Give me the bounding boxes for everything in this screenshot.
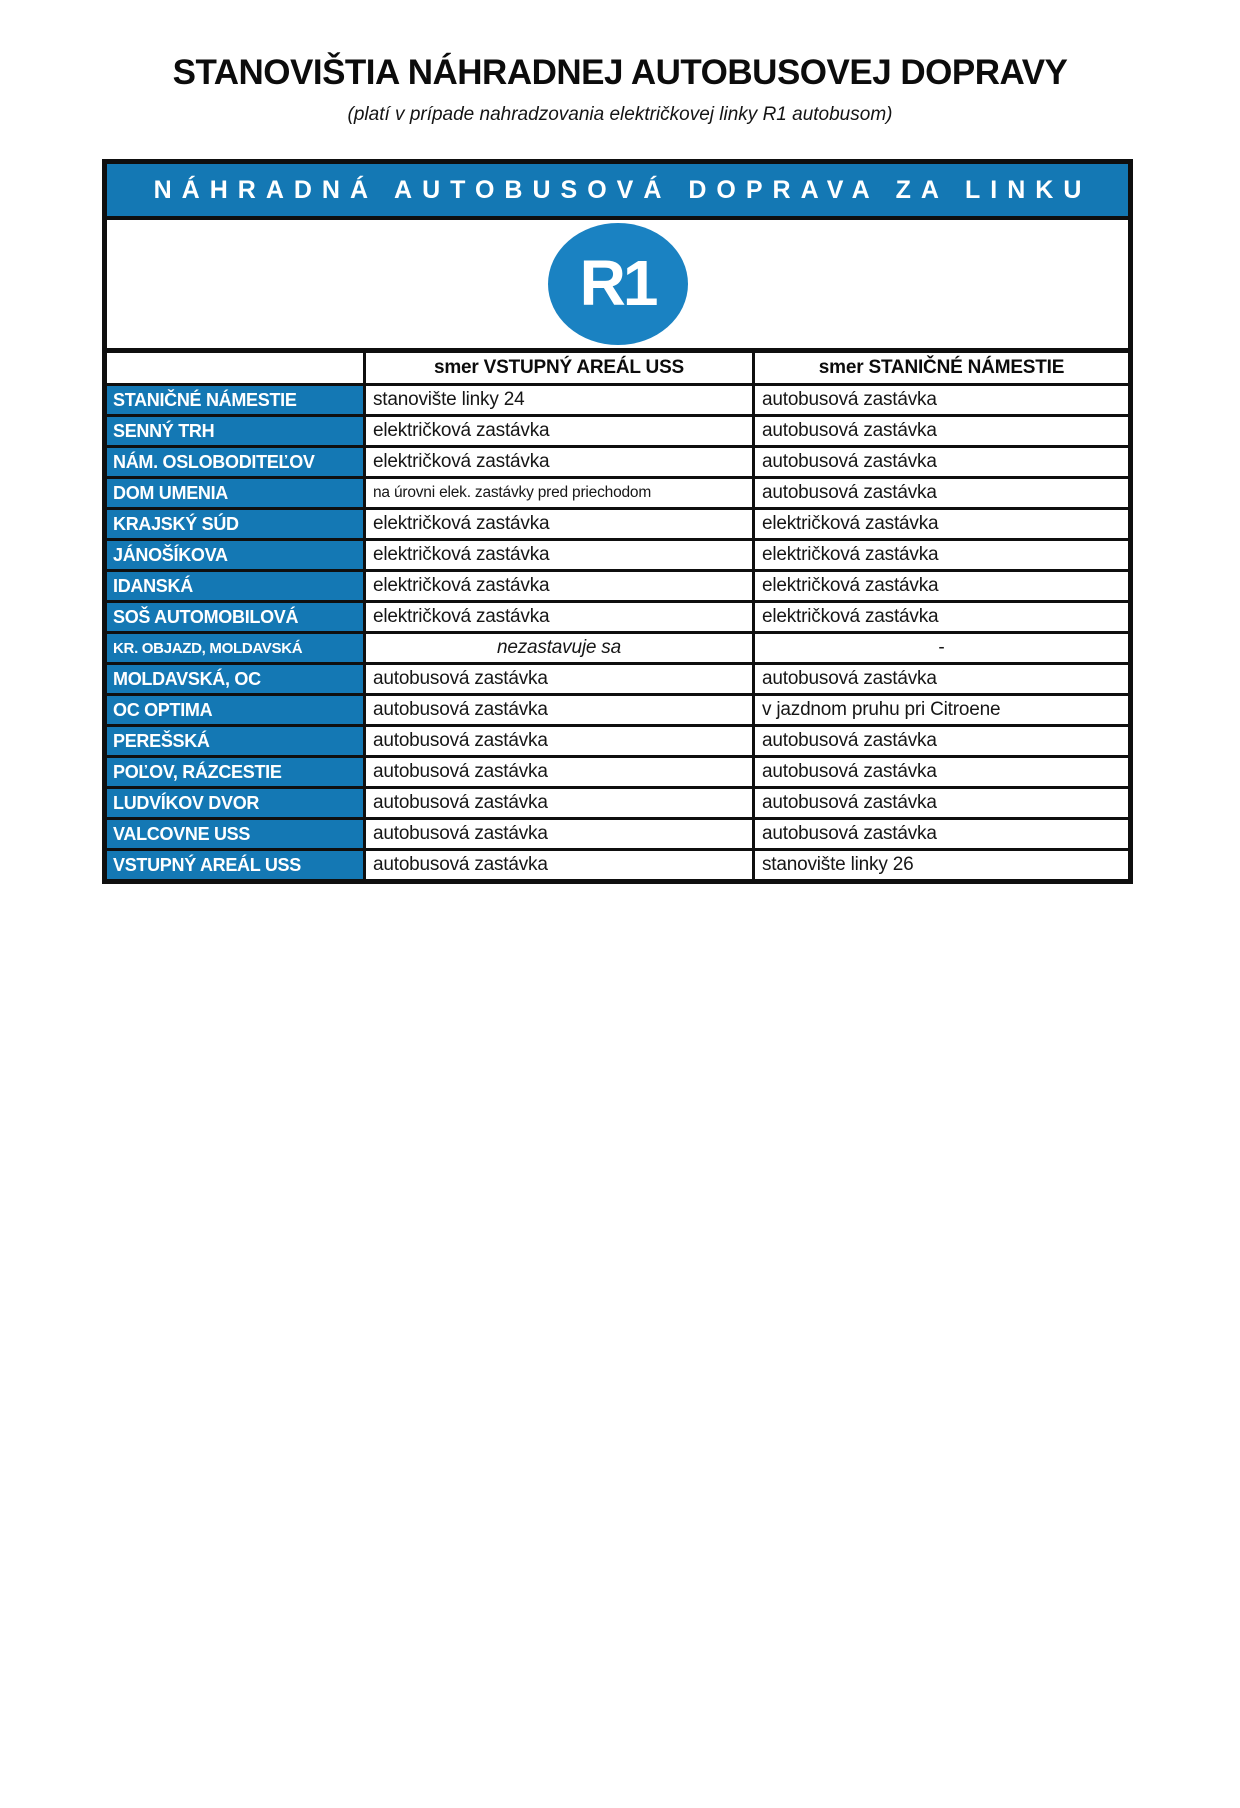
direction1-value-cell: električková zastávka [363,448,752,476]
direction2-value-cell: autobusová zastávka [752,820,1128,848]
direction1-value-cell: autobusová zastávka [363,758,752,786]
line-r1-badge-icon [548,223,688,345]
direction-header: smer VSTUPNÝ AREÁL USS [363,353,752,383]
direction1-value-cell: električková zastávka [363,541,752,569]
stop-name-cell: KRAJSKÝ SÚD [107,510,363,538]
line-r1-badge-label: R1 [579,247,656,320]
direction2-value-cell: - [752,634,1128,662]
stop-name-cell: MOLDAVSKÁ, OC [107,665,363,693]
table-row [107,572,1128,603]
banner-bar [107,164,1128,220]
table-row [107,758,1128,789]
stops-table-body [107,386,1128,879]
direction2-value-cell: autobusová zastávka [752,727,1128,755]
table-row [107,448,1128,479]
direction2-value-cell: autobusová zastávka [752,665,1128,693]
direction2-value-cell: v jazdnom pruhu pri Citroene [752,696,1128,724]
direction1-value-cell: električková zastávka [363,510,752,538]
stop-name-cell: IDANSKÁ [107,572,363,600]
page-subtitle: (platí v prípade nahradzovania električkovej linky R1 autobusom) [347,103,893,125]
table-row [107,510,1128,541]
table-row [107,789,1128,820]
direction2-value-cell: električková zastávka [752,603,1128,631]
direction2-value-cell: stanovište linky 26 [752,851,1128,879]
direction1-value-cell: autobusová zastávka [363,696,752,724]
table-row [107,727,1128,758]
table-row [107,820,1128,851]
banner-label: NÁHRADNÁ AUTOBUSOVÁ DOPRAVA ZA LINKU [153,175,1092,204]
table-row [107,603,1128,634]
document-page [0,54,1240,884]
stop-name-cell: VSTUPNÝ AREÁL USS [107,851,363,879]
stop-name-cell: LUDVÍKOV DVOR [107,789,363,817]
stop-name-cell: JÁNOŠÍKOVA [107,541,363,569]
stop-name-cell: SOŠ AUTOMOBILOVÁ [107,603,363,631]
direction1-value-cell: autobusová zastávka [363,789,752,817]
direction1-value-cell: na úrovni elek. zastávky pred priechodom [363,479,752,507]
stop-name-cell: DOM UMENIA [107,479,363,507]
stop-name-cell: KR. OBJAZD, MOLDAVSKÁ [107,634,363,662]
line-logo-area [107,220,1128,353]
direction2-value-cell: autobusová zastávka [752,417,1128,445]
table-row [107,479,1128,510]
direction1-value-cell: autobusová zastávka [363,727,752,755]
stop-name-cell: VALCOVNE USS [107,820,363,848]
direction1-value-cell: autobusová zastávka [363,820,752,848]
table-header-row [107,353,1128,386]
direction1-value-cell: stanovište linky 24 [363,386,752,414]
direction1-value-cell: autobusová zastávka [363,851,752,879]
direction2-value-cell: električková zastávka [752,541,1128,569]
direction1-value-cell: autobusová zastávka [363,665,752,693]
table-row [107,851,1128,879]
direction2-value-cell: električková zastávka [752,510,1128,538]
table-row [107,665,1128,696]
direction2-value-cell: autobusová zastávka [752,479,1128,507]
stops-table [107,353,1128,879]
stop-name-cell: STANIČNÉ NÁMESTIE [107,386,363,414]
stop-name-cell: PEREŠSKÁ [107,727,363,755]
direction1-value-cell: električková zastávka [363,417,752,445]
table-row [107,634,1128,665]
direction2-value-cell: autobusová zastávka [752,758,1128,786]
table-row [107,696,1128,727]
table-row [107,386,1128,417]
direction1-value-cell: električková zastávka [363,572,752,600]
stop-name-cell: NÁM. OSLOBODITEĽOV [107,448,363,476]
direction2-value-cell: autobusová zastávka [752,386,1128,414]
direction1-value-cell: nezastavuje sa [363,634,752,662]
direction2-value-cell: autobusová zastávka [752,448,1128,476]
direction1-value-cell: električková zastávka [363,603,752,631]
direction-header: smer STANIČNÉ NÁMESTIE [752,353,1128,383]
table-row [107,541,1128,572]
direction2-value-cell: autobusová zastávka [752,789,1128,817]
stop-name-cell: POĽOV, RÁZCESTIE [107,758,363,786]
stop-name-cell: OC OPTIMA [107,696,363,724]
stop-name-cell: SENNÝ TRH [107,417,363,445]
page-title: STANOVIŠTIA NÁHRADNEJ AUTOBUSOVEJ DOPRAVY [172,53,1068,92]
direction2-value-cell: električková zastávka [752,572,1128,600]
corner-cell [107,353,363,383]
replacement-service-board [102,159,1133,884]
table-row [107,417,1128,448]
